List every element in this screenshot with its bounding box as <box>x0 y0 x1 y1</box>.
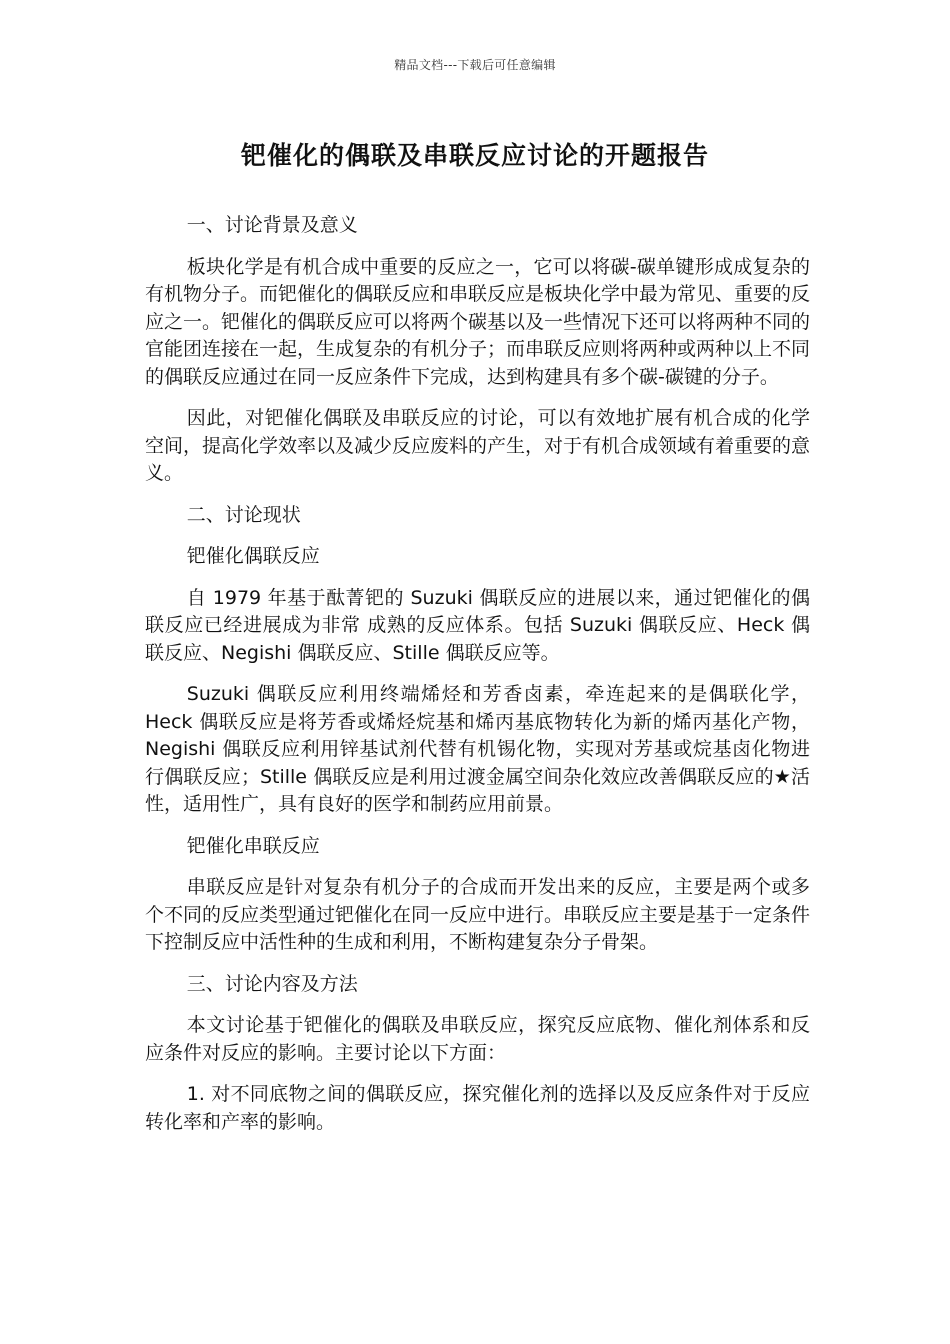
paragraph-methods-2: 1. 对不同底物之间的偶联反应，探究催化剂的选择以及反应条件对于反应转化率和产率的影响。 <box>145 1083 810 1133</box>
document-title: 钯催化的偶联及串联反应讨论的开题报告 <box>240 141 709 170</box>
paragraph-methods-1: 本文讨论基于钯催化的偶联及串联反应，探究反应底物、催化剂体系和反应条件对反应的影响。主要讨论以下方面： <box>145 1014 810 1064</box>
paragraph-coupling-2: Suzuki 偶联反应利用终端烯烃和芳香卤素，牵连起来的是偶联化学，Heck 偶联反应是将芳香或烯烃烷基和烯丙基底物转化为新的烯丙基化产物，Negishi 偶联反应利用锌基试剂代替有机锡化物，实现对芳基或烷基卤化物进行偶联反应；Stille 偶联反应是利用过渡金属空间杂化效应改善偶联反应的★活性，适用性广，具有良好的医学和制药应用前景。 <box>145 683 810 815</box>
section-heading-status: 二、讨论现状 <box>186 503 301 526</box>
paragraph-coupling-1: 自 1979 年基于酞菁钯的 Suzuki 偶联反应的进展以来，通过钯催化的偶联反应已经进展成为非常 成熟的反应体系。包括 Suzuki 偶联反应、Heck 偶联反应、Negishi 偶联反应、Stille 偶联反应等。 <box>145 586 810 664</box>
paragraph-background-2: 因此，对钯催化偶联及串联反应的讨论，可以有效地扩展有机合成的化学空间，提高化学效率以及减少反应废料的产生，对于有机合成领域有着重要的意义。 <box>145 407 811 484</box>
subheading-cascade: 钯催化串联反应 <box>186 834 320 857</box>
section-heading-methods: 三、讨论内容及方法 <box>186 972 358 995</box>
header-note: 精品文档---下载后可任意编辑 <box>394 58 556 72</box>
document-body <box>145 212 810 1150</box>
section-heading-background: 一、讨论背景及意义 <box>186 214 358 236</box>
paragraph-background-1: 板块化学是有机合成中重要的反应之一，它可以将碳-碳单键形成成复杂的有机物分子。而钯催化的偶联反应和串联反应是板块化学中最为常见、重要的反应之一。钯催化的偶联反应可以将两个碳基以及一些情况下还可以将两种不同的官能团连接在一起，生成复杂的有机分子；而串联反应则将两种或两种以上不同的偶联反应通过在同一反应条件下完成，达到构建具有多个碳-碳键的分子。 <box>145 255 811 388</box>
paragraph-cascade-1: 串联反应是针对复杂有机分子的合成而开发出来的反应，主要是两个或多个不同的反应类型通过钯催化在同一反应中进行。串联反应主要是基于一定条件下控制反应中活性种的生成和利用，不断构建复杂分子骨架。 <box>145 876 811 953</box>
subheading-coupling: 钯催化偶联反应 <box>186 545 320 567</box>
